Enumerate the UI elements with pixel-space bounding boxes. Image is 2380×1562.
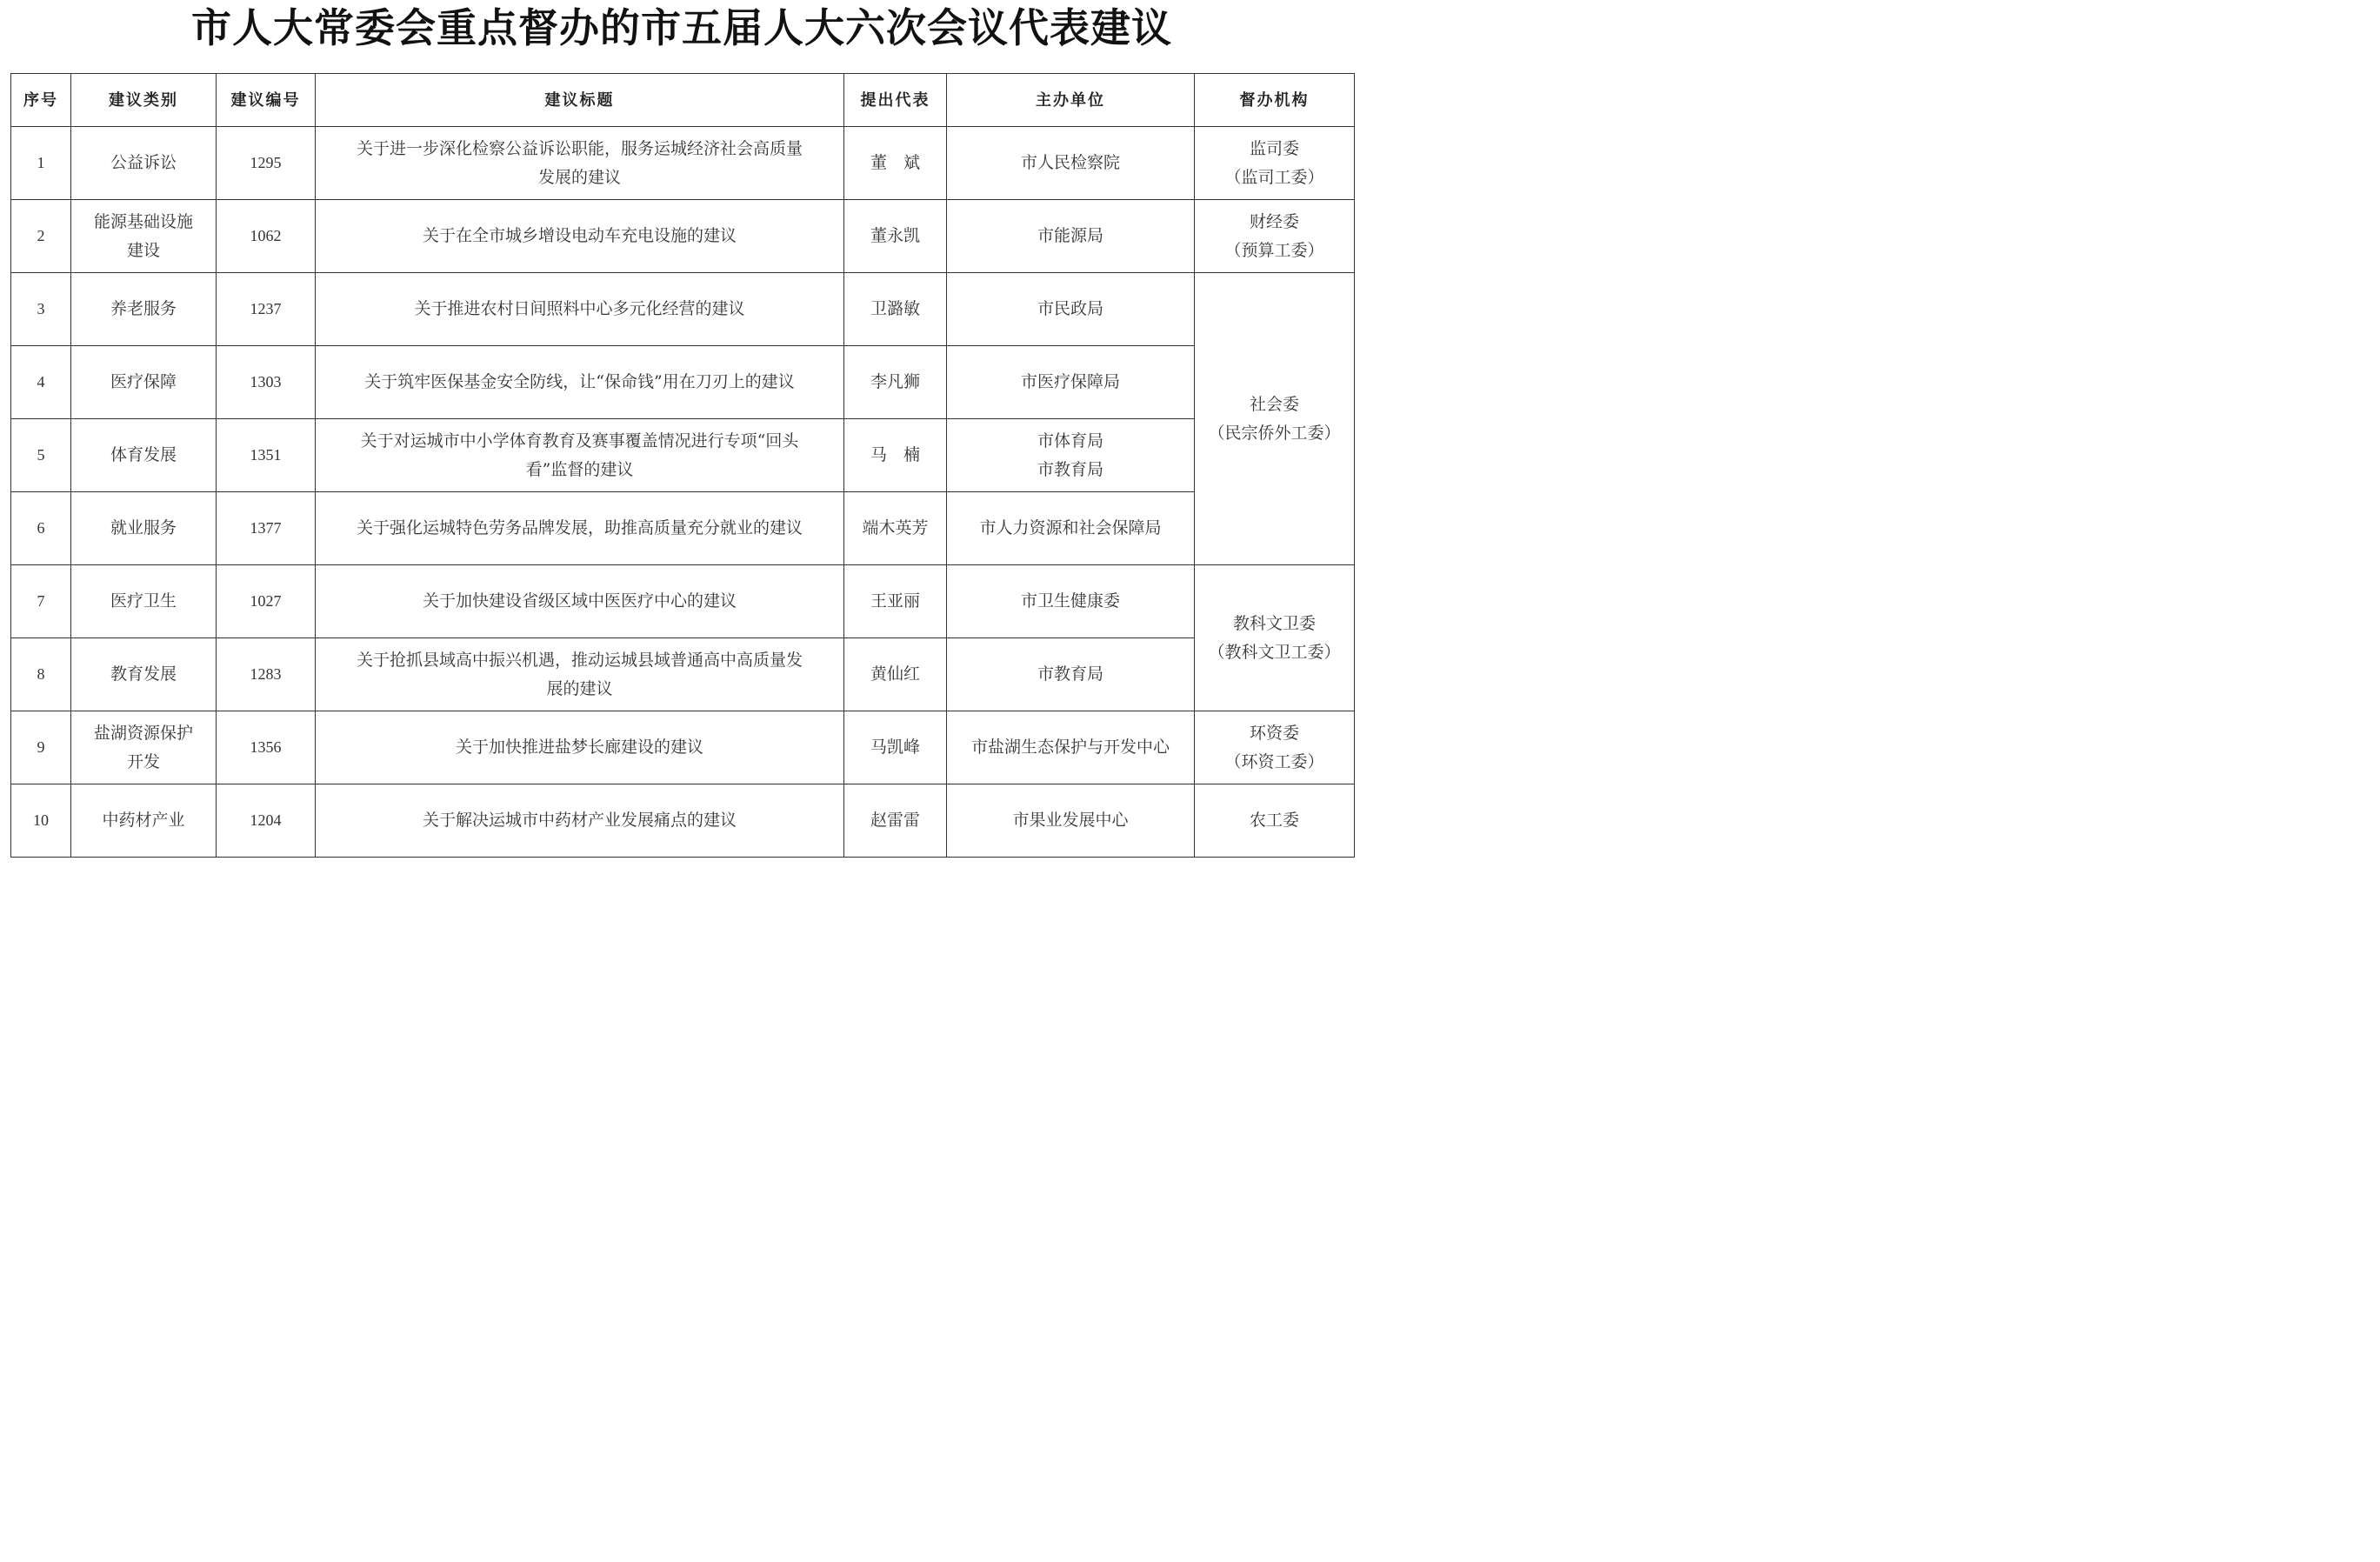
cell-representative: 董 斌	[844, 127, 947, 200]
cell-category: 医疗保障	[71, 346, 217, 419]
subject-line: 看”监督的建议	[525, 459, 634, 479]
cell-index: 9	[11, 711, 71, 784]
table-row	[11, 565, 1355, 638]
cell-subject	[316, 200, 844, 273]
cell-number: 1303	[217, 346, 316, 419]
subject-line: 关于对运城市中小学体育教育及赛事覆盖情况进行专项“回头	[360, 431, 799, 451]
cell-handler	[947, 711, 1195, 784]
cell-subject	[316, 784, 844, 858]
cell-index: 4	[11, 346, 71, 419]
header-number: 建议编号	[217, 74, 316, 127]
subject-line: 关于进一步深化检察公益诉讼职能，服务运城经济社会高质量	[356, 138, 803, 158]
category-line: 能源基础设施	[93, 211, 193, 231]
cell-subject	[316, 273, 844, 346]
subject-line: 发展的建议	[537, 167, 621, 187]
table-row	[11, 127, 1355, 200]
handler-line: 市人民检察院	[1020, 153, 1120, 172]
cell-handler	[947, 273, 1195, 346]
cell-index: 7	[11, 565, 71, 638]
supervisor-line: （预算工委）	[1224, 240, 1324, 260]
table-row	[11, 492, 1355, 565]
cell-index: 3	[11, 273, 71, 346]
cell-representative: 李凡狮	[844, 346, 947, 419]
cell-handler	[947, 784, 1195, 858]
cell-supervisor	[1195, 127, 1355, 200]
handler-line: 市能源局	[1037, 226, 1103, 245]
category-line: 建设	[126, 240, 160, 260]
cell-supervisor	[1195, 565, 1355, 711]
cell-representative: 马 楠	[844, 419, 947, 492]
table-row	[11, 419, 1355, 492]
supervisor-line: 环资委	[1249, 723, 1299, 743]
cell-number: 1027	[217, 565, 316, 638]
header-representative: 提出代表	[844, 74, 947, 127]
supervisor-line: （监司工委）	[1224, 167, 1324, 187]
cell-number: 1204	[217, 784, 316, 858]
header-row	[11, 74, 1355, 127]
cell-representative: 董永凯	[844, 200, 947, 273]
subject-line: 关于解决运城市中药材产业发展痛点的建议	[422, 811, 737, 830]
supervisor-line: 社会委	[1249, 394, 1299, 414]
cell-supervisor	[1195, 784, 1355, 858]
subject-line: 展的建议	[546, 678, 613, 698]
header-subject: 建议标题	[316, 74, 844, 127]
cell-representative: 马凯峰	[844, 711, 947, 784]
cell-number: 1062	[217, 200, 316, 273]
cell-category: 医疗卫生	[71, 565, 217, 638]
cell-category: 教育发展	[71, 638, 217, 711]
supervisor-line: 财经委	[1249, 211, 1299, 231]
cell-supervisor	[1195, 200, 1355, 273]
handler-line: 市盐湖生态保护与开发中心	[970, 738, 1170, 757]
cell-category	[71, 711, 217, 784]
cell-index: 2	[11, 200, 71, 273]
cell-index: 6	[11, 492, 71, 565]
subject-line: 关于筑牢医保基金安全防线，让“保命钱”用在刀刃上的建议	[364, 372, 795, 391]
cell-handler	[947, 638, 1195, 711]
handler-line: 市卫生健康委	[1020, 591, 1120, 611]
page-title: 市人大常委会重点督办的市五届人大六次会议代表建议	[191, 4, 1172, 51]
cell-handler	[947, 492, 1195, 565]
handler-line: 市果业发展中心	[1012, 811, 1129, 830]
subject-line: 关于推进农村日间照料中心多元化经营的建议	[414, 299, 745, 318]
cell-supervisor	[1195, 711, 1355, 784]
handler-line: 市人力资源和社会保障局	[979, 518, 1162, 537]
cell-index: 5	[11, 419, 71, 492]
subject-line: 关于抢抓县域高中振兴机遇，推动运城县域普通高中高质量发	[356, 650, 803, 670]
cell-representative: 王亚丽	[844, 565, 947, 638]
handler-line: 市教育局	[1037, 664, 1103, 684]
cell-index: 8	[11, 638, 71, 711]
category-line: 盐湖资源保护	[93, 723, 193, 743]
supervisor-line: 农工委	[1249, 811, 1299, 830]
cell-index: 1	[11, 127, 71, 200]
cell-subject	[316, 711, 844, 784]
cell-index: 10	[11, 784, 71, 858]
cell-subject	[316, 565, 844, 638]
cell-category: 公益诉讼	[71, 127, 217, 200]
header-category: 建议类别	[71, 74, 217, 127]
cell-number: 1237	[217, 273, 316, 346]
subject-line: 关于加快推进盐梦长廊建设的建议	[455, 738, 703, 757]
cell-number: 1377	[217, 492, 316, 565]
table-row	[11, 346, 1355, 419]
handler-line: 市医疗保障局	[1020, 372, 1120, 391]
cell-representative: 黄仙红	[844, 638, 947, 711]
cell-number: 1351	[217, 419, 316, 492]
category-line: 开发	[126, 751, 160, 771]
cell-subject	[316, 127, 844, 200]
subject-line: 关于强化运城特色劳务品牌发展，助推高质量充分就业的建议	[356, 518, 803, 537]
table-row	[11, 273, 1355, 346]
cell-number: 1295	[217, 127, 316, 200]
supervisor-line: 教科文卫委	[1232, 613, 1316, 633]
cell-subject	[316, 346, 844, 419]
cell-category: 养老服务	[71, 273, 217, 346]
cell-supervisor	[1195, 273, 1355, 565]
subject-line: 关于在全市城乡增设电动车充电设施的建议	[422, 226, 737, 245]
cell-handler	[947, 565, 1195, 638]
supervisor-line: （环资工委）	[1224, 751, 1324, 771]
handler-line: 市民政局	[1037, 299, 1103, 318]
supervisor-line: 监司委	[1249, 138, 1299, 158]
cell-handler	[947, 419, 1195, 492]
cell-category	[71, 200, 217, 273]
subject-line: 关于加快建设省级区域中医医疗中心的建议	[422, 591, 737, 611]
cell-representative: 赵雷雷	[844, 784, 947, 858]
cell-subject	[316, 419, 844, 492]
cell-representative: 卫潞敏	[844, 273, 947, 346]
cell-representative: 端木英芳	[844, 492, 947, 565]
supervisor-line: （教科文卫工委）	[1208, 642, 1341, 662]
header-index: 序号	[11, 74, 71, 127]
cell-category: 体育发展	[71, 419, 217, 492]
cell-handler	[947, 346, 1195, 419]
cell-category: 就业服务	[71, 492, 217, 565]
table-row	[11, 784, 1355, 858]
cell-subject	[316, 492, 844, 565]
table-row	[11, 638, 1355, 711]
handler-line: 市教育局	[1037, 459, 1103, 479]
supervisor-line: （民宗侨外工委）	[1208, 423, 1341, 443]
cell-handler	[947, 127, 1195, 200]
cell-handler	[947, 200, 1195, 273]
cell-number: 1283	[217, 638, 316, 711]
header-supervisor: 督办机构	[1195, 74, 1355, 127]
handler-line: 市体育局	[1037, 431, 1103, 451]
table-row	[11, 200, 1355, 273]
table-row	[11, 711, 1355, 784]
cell-number: 1356	[217, 711, 316, 784]
header-handler: 主办单位	[947, 74, 1195, 127]
cell-subject	[316, 638, 844, 711]
recommendations-table	[10, 73, 1355, 858]
cell-category: 中药材产业	[71, 784, 217, 858]
